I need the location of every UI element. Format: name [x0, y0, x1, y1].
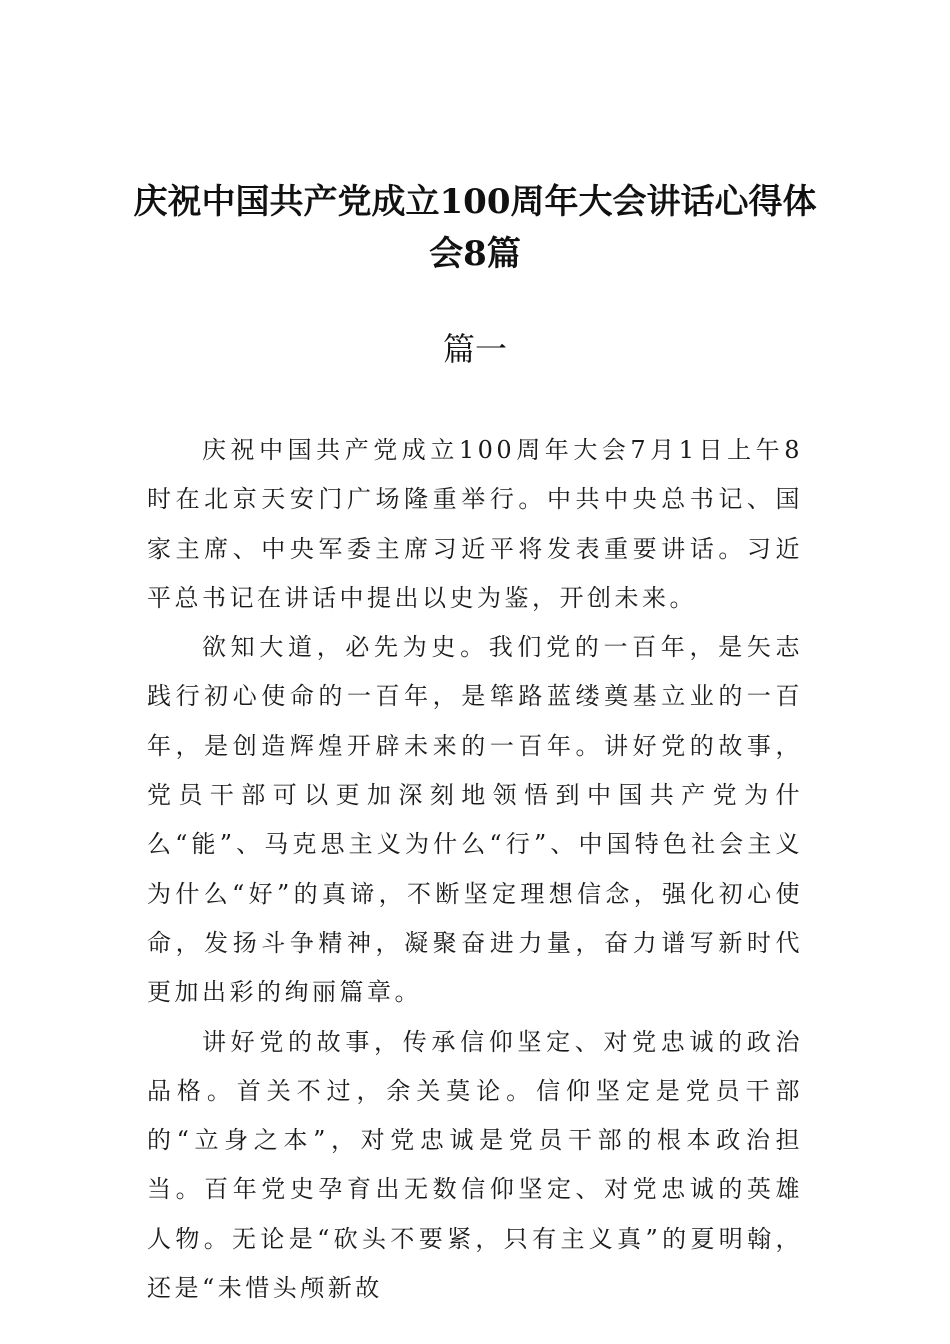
document-title: 庆祝中国共产党成立100周年大会讲话心得体会8篇	[133, 182, 817, 274]
paragraph-1: 庆祝中国共产党成立100周年大会7月1日上午8时在北京天安门广场隆重举行。中共中央总书记、国家主席、中央军委主席习近平将发表重要讲话。习近平总书记在讲话中提出以史为鉴，开创未来。	[147, 436, 803, 612]
body-text	[147, 426, 803, 1313]
paragraph-2: 欲知大道，必先为史。我们党的一百年，是矢志践行初心使命的一百年，是筚路蓝缕奠基立业的一百年，是创造辉煌开辟未来的一百年。讲好党的故事，党员干部可以更加深刻地领悟到中国共产党为什么“能”、马克思主义为什么“行”、中国特色社会主义为什么“好”的真谛，不断坚定理想信念，强化初心使命，发扬斗争精神，凝聚奋进力量，奋力谱写新时代更加出彩的绚丽篇章。	[147, 633, 803, 1007]
paragraph-3: 讲好党的故事，传承信仰坚定、对党忠诚的政治品格。首关不过，余关莫论。信仰坚定是党员干部的“立身之本”，对党忠诚是党员干部的根本政治担当。百年党史孕育出无数信仰坚定、对党忠诚的英雄人物。无论是“砍头不要紧，只有主义真”的夏明翰，还是“未惜头颅新故	[147, 1027, 803, 1303]
section-heading: 篇一	[442, 330, 507, 368]
